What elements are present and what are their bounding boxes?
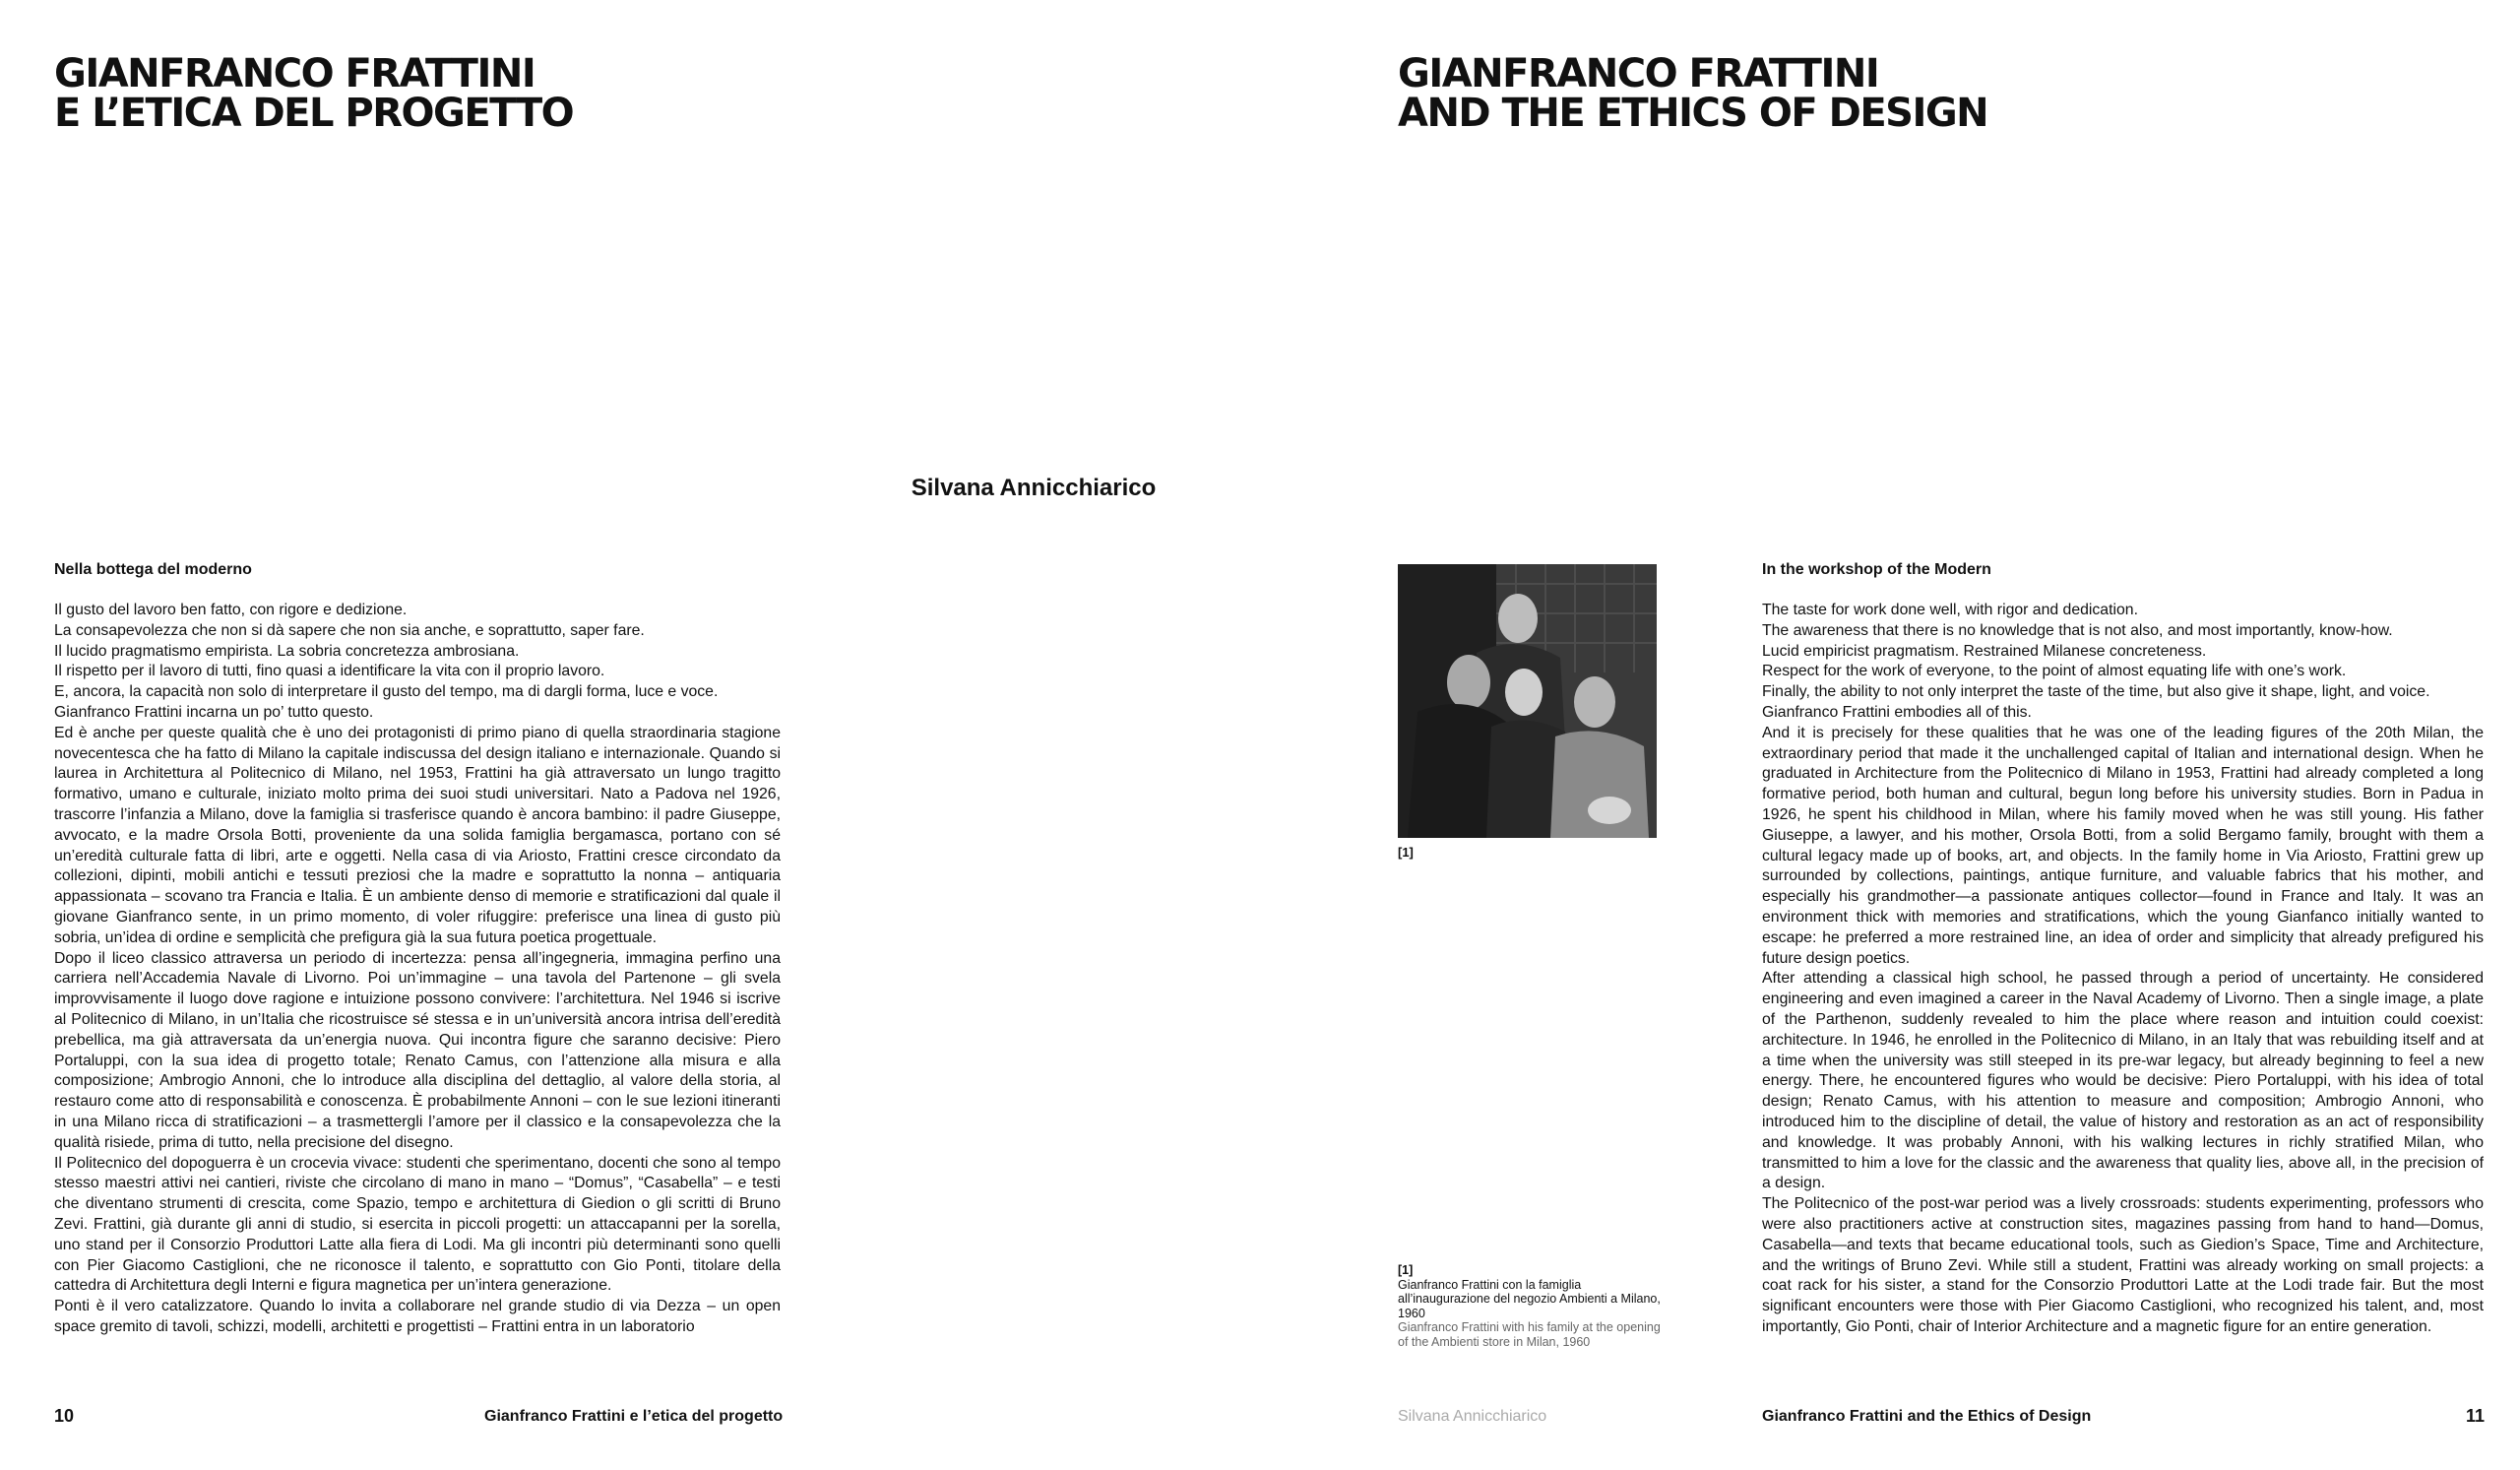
paragraph: Gianfranco Frattini embodies all of this. — [1762, 703, 2032, 721]
paragraph: Il rispetto per il lavoro di tutti, fino quasi a identificare la vita con il proprio lavoro. — [54, 663, 605, 680]
right-body-text — [1762, 601, 2484, 1338]
figure-reference: [1] — [1398, 845, 1414, 860]
paragraph: Dopo il liceo classico attraversa un periodo di incertezza: pensa all’ingegneria, immagina perfino una carriera nell’Accademia Navale di Livorno. Poi un’immagine – una tavola del Partenone – gli svela improvvisamente il luogo dove ragione e intuizione possono convivere: l’architettura. Nel 1946 si iscrive al Politecnico di Milano, in un’Italia che ricostruisce sé stessa e in un’università ancora intrisa dell’eredità prebellica, ma già attraversata da un’energia nuova. Qui incontra figure che saranno decisive: Piero Portaluppi, con la sua idea di progetto totale; Renato Camus, con l’attenzione alla misura e alla composizione; Ambrogio Annoni, che lo introduce alla disciplina del dettaglio, al valore della storia, al restauro come atto di responsabilità e conoscenza. È probabilmente Annoni – con le sue lezioni itineranti in una Milano ricca di stratificazioni – a trasmettergli l’amore per il classico e la consapevolezza che la qualità risiede, prima di tutto, nella precisione del disegno. — [54, 949, 781, 1151]
left-running-title: Gianfranco Frattini e l’etica del progetto — [484, 1408, 784, 1425]
paragraph: Ponti è il vero catalizzatore. Quando lo invita a collaborare nel grande studio di via Dezza – un open space gremito di tavoli, schizzi, modelli, architetti e progettisti – Frattini entra in un laboratorio — [54, 1298, 781, 1335]
paragraph: Il Politecnico del dopoguerra è un crocevia vivace: studenti che sperimentano, docenti che sono al tempo stesso maestri attivi nei cantieri, riviste che circolano di mano in mano – “Domus”, “Casabella” – e testi che diventano strumenti di crescita, come Spazio, tempo e architettura di Giedion o gli scritti di Bruno Zevi. Frattini, già durante gli anni di studio, si esercita in piccoli progetti: un attaccapanni per la sorella, uno stand per il Consorzio Produttori Latte alla fiera di Lodi. Ma gli incontri più determinanti sono quelli con Pier Giacomo Castiglioni, che ne riconosce il talento, e soprattutto con Gio Ponti, titolare della cattedra di Architettura degli Interni e figura magnetica per un’intera generazione. — [54, 1154, 781, 1295]
right-title-line-1: GIANFRANCO FRATTINI — [1398, 51, 1879, 96]
paragraph: Gianfranco Frattini incarna un po’ tutto questo. — [54, 703, 374, 721]
paragraph: Finally, the ability to not only interpret the taste of the time, but also give it shape, light, and voice. — [1762, 683, 2430, 701]
paragraph: Respect for the work of everyone, to the point of almost equating life with one’s work. — [1762, 663, 2347, 680]
caption-number: [1] — [1398, 1263, 1414, 1277]
paragraph: After attending a classical high school, he passed through a period of uncertainty. He considered engineering and even imagined a career in the Naval Academy of Livorno. Then a single image, a plate of the Parthenon, suddenly revealed to him the place where reason and intuition could coexist: architecture. In 1946, he enrolled in the Politecnico di Milano, in an Italy that was rebuilding itself and at a time when the university was still steeped in its pre-war legacy, but already beginning to feel a new energy. There, he encountered figures who would be decisive: Piero Portaluppi, with his idea of total design; Renato Camus, with his attention to measure and composition; Ambrogio Annoni, who introduced him to the discipline of detail, the value of history and restoration as an act of responsibility and knowledge. It was probably Annoni, with his walking lectures in richly stratified Milan, who transmitted to him a love for the classic and the awareness that quality lies, above all, in the precision of a design. — [1762, 970, 2484, 1192]
paragraph: E, ancora, la capacità non solo di interpretare il gusto del tempo, ma di dargli forma, luce e voce. — [54, 683, 719, 701]
paragraph: The awareness that there is no knowledge that is not also, and most importantly, know-how. — [1762, 621, 2393, 639]
right-title-line-2: AND THE ETHICS OF DESIGN — [1398, 91, 1988, 136]
right-page-title — [1398, 51, 1988, 136]
figure-caption — [1398, 1263, 1673, 1350]
caption-english: Gianfranco Frattini with his family at the opening of the Ambienti store in Milan, 1960 — [1398, 1320, 1661, 1349]
left-title-line-2: E L’ETICA DEL PROGETTO — [54, 91, 574, 136]
right-section-heading: In the workshop of the Modern — [1762, 561, 1991, 578]
article-author: Silvana Annicchiarico — [911, 475, 1157, 501]
family-photo-illustration — [1398, 564, 1657, 838]
right-running-title: Gianfranco Frattini and the Ethics of Design — [1762, 1408, 2092, 1425]
paragraph: Il lucido pragmatismo empirista. La sobria concretezza ambrosiana. — [54, 642, 520, 660]
right-running-author: Silvana Annicchiarico — [1398, 1408, 1547, 1425]
caption-italian: Gianfranco Frattini con la famiglia all’inaugurazione del negozio Ambienti a Milano, 1960 — [1398, 1277, 1661, 1320]
paragraph: And it is precisely for these qualities that he was one of the leading figures of the 20th Milan, the extraordinary period that made it the unchallenged capital of Italian and international design. When he graduated in Architecture from the Politecnico di Milano in 1953, Frattini had already completed a long formative period, both human and cultural, begun long before his university studies. Born in Padua in 1926, he spent his childhood in Milan, where his family moved when he was still young. His father Giuseppe, a lawyer, and his mother, Orsola Botti, from a solid Bergamo family, brought with them a cultural legacy made up of books, art, and objects. In the family home in Via Ariosto, Frattini grew up surrounded by collections, paintings, antique furniture, and valuable fabrics that his mother, and especially his grandmother—a passionate antiques collector—found in France and Italy. It was an environment thick with memories and stratifications, which the young Gianfanco initially wanted to escape: he preferred a more restrained line, an idea of order and simplicity that already prefigured his future design poetics. — [1762, 724, 2484, 967]
left-section-heading: Nella bottega del moderno — [54, 561, 252, 578]
left-body-text — [54, 601, 781, 1338]
paragraph: Ed è anche per queste qualità che è uno dei protagonisti di primo piano di quella straordinaria stagione novecentesca che ha fatto di Milano la capitale indiscussa del design italiano e internazionale. Quando si laurea in Architettura al Politecnico di Milano, nel 1953, Frattini ha già attraversato un lungo tragitto formativo, umano e culturale, iniziato molto prima dei suoi studi universitari. Nato a Padova nel 1926, trascorre l’infanzia a Milano, dove la famiglia si trasferisce quando è ancora bambino: il padre Giuseppe, avvocato, e la madre Orsola Botti, proveniente da una solida famiglia bergamasca, portano con sé un’eredità culturale fatta di libri, arte e oggetti. Nella casa di via Ariosto, Frattini cresce circondato da collezioni, dipinti, mobili antichi e tessuti preziosi che la madre e soprattutto la nonna – antiquaria appassionata – scovano tra Francia e Italia. È un ambiente denso di memorie e stratificazioni dal quale il giovane Gianfranco sente, in un primo momento, di voler rifuggire: preferisce una linea di gusto più sobria, un’idea di ordine e semplicità che prefigura già la sua futura poetica progettuale. — [54, 724, 781, 946]
paragraph: Lucid empiricist pragmatism. Restrained Milanese concreteness. — [1762, 642, 2207, 660]
paragraph: Il gusto del lavoro ben fatto, con rigore e dedizione. — [54, 602, 408, 618]
right-page-number: 11 — [2466, 1406, 2486, 1426]
paragraph: The Politecnico of the post-war period was a lively crossroads: students experimenting, professors who were also practitioners active at construction sites, magazines passing from hand to hand—Domus, Casabella—and texts that became educational tools, such as Giedion’s Space, Time and Architecture, and the writings of Bruno Zevi. While still a student, Frattini was already working on small projects: a coat rack for his sister, a stand for the Consorzio Produttori Latte at the Lodi trade fair. But the most significant encounters were those with Pier Giacomo Castiglioni, who recognized his talent, and, most importantly, Gio Ponti, chair of Interior Architecture and a magnetic figure for an entire generation. — [1762, 1195, 2484, 1335]
paragraph: La consapevolezza che non si dà sapere che non sia anche, e soprattutto, saper fare. — [54, 621, 645, 639]
left-title-line-1: GIANFRANCO FRATTINI — [54, 51, 536, 96]
left-page-number: 10 — [54, 1406, 75, 1426]
left-page-title — [54, 51, 574, 136]
family-photo — [1398, 564, 1657, 838]
paragraph: The taste for work done well, with rigor and dedication. — [1762, 602, 2138, 618]
